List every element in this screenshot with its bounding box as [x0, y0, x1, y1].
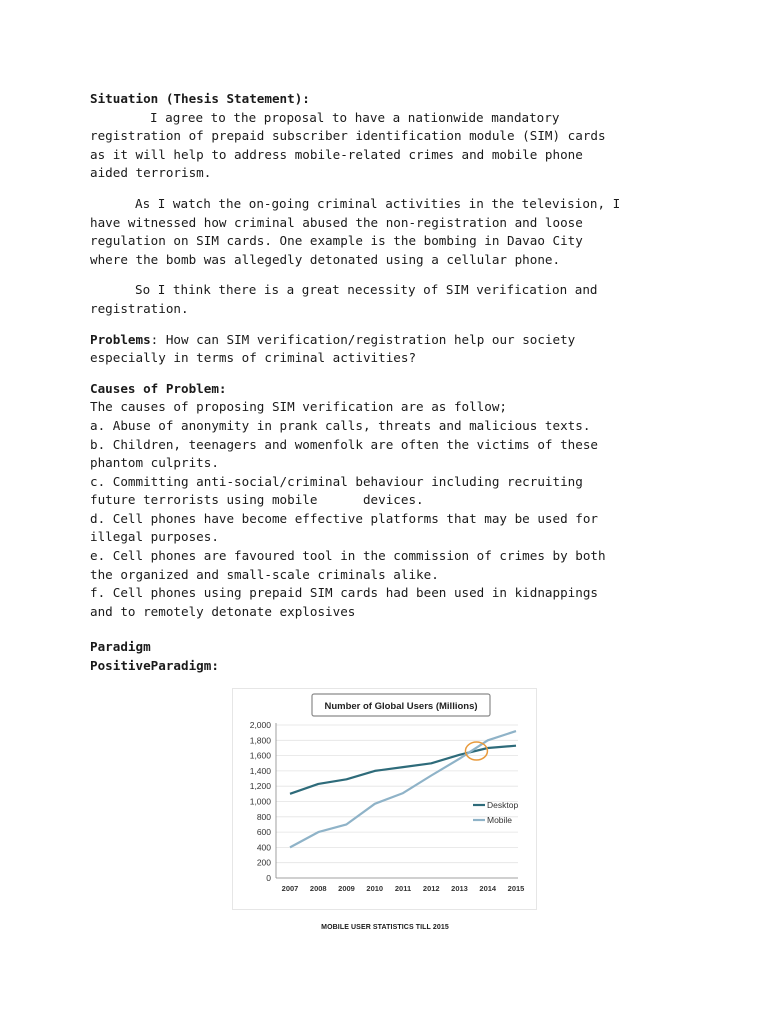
chart-title-box — [312, 694, 490, 716]
y-tick-label: 1,600 — [249, 750, 271, 761]
x-tick-label: 2012 — [422, 884, 440, 893]
x-tick-label: 2008 — [309, 884, 327, 893]
causes-line: c. Committing anti-social/criminal behaviour including recruiting — [90, 473, 583, 489]
chart-caption: MOBILE USER STATISTICS TILL 2015 — [321, 924, 449, 931]
causes-line: illegal purposes. — [90, 529, 219, 545]
paragraph-line: As I watch the on-going criminal activities in the television, I — [135, 195, 621, 211]
causes-line: a. Abuse of anonymity in prank calls, threats and malicious texts. — [90, 417, 591, 433]
causes-line: the organized and small-scale criminals alike. — [90, 566, 439, 582]
y-tick-label: 1,000 — [249, 796, 271, 807]
situation-line: as it will help to address mobile-related crimes and mobile phone — [90, 146, 583, 162]
paragraph-line: registration. — [90, 300, 189, 316]
problems-text: : How can SIM verification/registration help our society — [150, 331, 576, 347]
problems-line: especially in terms of criminal activities? — [90, 350, 417, 366]
chart-svg — [232, 688, 537, 910]
x-tick-label: 2013 — [451, 884, 468, 893]
y-tick-label: 800 — [256, 811, 271, 822]
situation-line: I agree to the proposal to have a nationwide mandatory — [150, 109, 560, 125]
x-tick-label: 2015 — [507, 884, 525, 893]
y-tick-label: 1,400 — [249, 765, 271, 776]
y-tick-label: 600 — [256, 827, 271, 838]
paragraph-line: So I think there is a great necessity of SIM verification and — [135, 282, 598, 298]
situation-line: registration of prepaid subscriber identification module (SIM) cards — [90, 128, 606, 144]
causes-line: f. Cell phones using prepaid SIM cards had been used in kidnappings — [90, 585, 598, 601]
causes-line: d. Cell phones have become effective platforms that may be used for — [90, 510, 598, 526]
y-tick-label: 400 — [256, 842, 271, 853]
causes-line: future terrorists using mobile devices. — [90, 492, 424, 508]
legend-label: Desktop — [487, 800, 519, 810]
causes-line: and to remotely detonate explosives — [90, 603, 356, 619]
paragraph-line: where the bomb was allegedly detonated using a cellular phone. — [90, 251, 561, 267]
users-chart — [232, 688, 537, 910]
x-tick-label: 2009 — [338, 884, 355, 893]
chart-title: Number of Global Users (Millions) — [324, 701, 478, 712]
causes-line: e. Cell phones are favoured tool in the commission of crimes by both — [90, 548, 606, 564]
causes-line: phantom culprits. — [90, 455, 219, 471]
situation-heading: Situation (Thesis Statement): — [90, 91, 310, 106]
document-body — [90, 90, 690, 676]
problems-line — [90, 331, 690, 350]
causes-heading: Causes of Problem: — [90, 380, 227, 396]
paragraph-line: have witnessed how criminal abused the non-registration and loose — [90, 214, 583, 230]
causes-line: The causes of proposing SIM verification are as follow; — [90, 399, 508, 415]
paradigm-heading: Paradigm — [90, 639, 151, 655]
y-tick-label: 2,000 — [249, 720, 271, 730]
legend-label: Mobile — [487, 815, 513, 825]
y-tick-label: 0 — [266, 873, 271, 883]
x-tick-label: 2014 — [479, 884, 497, 893]
situation-line: aided terrorism. — [90, 165, 212, 181]
y-tick-label: 200 — [256, 857, 271, 868]
positive-paradigm-heading: PositiveParadigm: — [90, 658, 219, 674]
causes-line: b. Children, teenagers and womenfolk are often the victims of these — [90, 436, 598, 452]
y-tick-label: 1,800 — [249, 735, 271, 746]
problems-label: Problems — [90, 331, 151, 347]
y-tick-label: 1,200 — [249, 781, 271, 792]
x-tick-label: 2007 — [281, 884, 299, 893]
x-tick-label: 2011 — [394, 884, 412, 893]
paragraph-line: regulation on SIM cards. One example is the bombing in Davao City — [90, 233, 583, 249]
x-tick-label: 2010 — [366, 884, 384, 893]
